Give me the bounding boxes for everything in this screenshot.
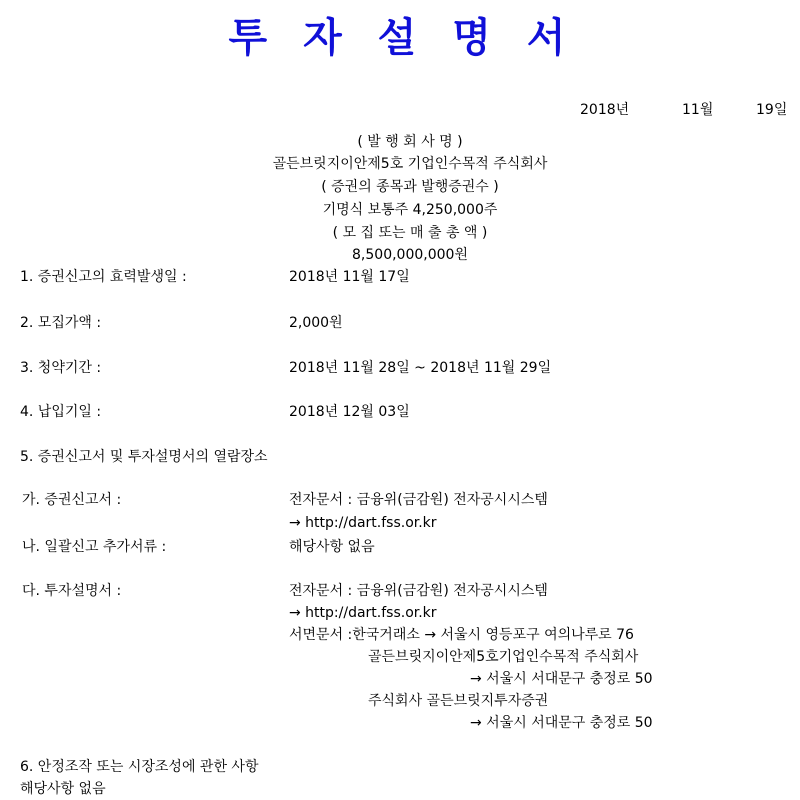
- item-4-value: 2018년 12월 03일: [289, 404, 410, 420]
- item-3-value: 2018년 11월 28일 ~ 2018년 11월 29일: [289, 360, 552, 376]
- date-year: 2018년: [580, 102, 630, 118]
- item-5-da-line-3: 서면문서 :한국거래소 → 서울시 영등포구 여의나루로 76: [289, 627, 634, 643]
- item-1-label: 1. 증권신고의 효력발생일 :: [20, 269, 187, 285]
- item-5-na-value: 해당사항 없음: [289, 539, 375, 555]
- item-5-label: 5. 증권신고서 및 투자설명서의 열람장소: [20, 449, 268, 465]
- item-5-ga-line-1: 전자문서 : 금융위(금감원) 전자공시시스템: [289, 492, 548, 508]
- item-2-label: 2. 모집가액 :: [20, 315, 102, 331]
- amount-value: 8,500,000,000원: [352, 247, 468, 263]
- item-4-label: 4. 납입기일 :: [20, 404, 102, 420]
- item-5-da-line-7: → 서울시 서대문구 충정로 50: [470, 715, 653, 731]
- securities-value: 기명식 보통주 4,250,000주: [322, 202, 498, 218]
- date-day: 19일: [756, 102, 788, 118]
- item-1-value: 2018년 11월 17일: [289, 269, 410, 285]
- item-5-da-line-5: → 서울시 서대문구 충정로 50: [470, 671, 653, 687]
- item-5-da-line-1: 전자문서 : 금융위(금감원) 전자공시시스템: [289, 583, 548, 599]
- amount-label: ( 모 집 또는 매 출 총 액 ): [332, 225, 488, 241]
- item-5-da-line-4: 골든브릿지이안제5호기업인수목적 주식회사: [368, 649, 639, 665]
- item-5-da-label: 다. 투자설명서 :: [22, 583, 122, 599]
- item-3-label: 3. 청약기간 :: [20, 360, 102, 376]
- item-5-ga-link[interactable]: → http://dart.fss.or.kr: [289, 515, 437, 531]
- item-6-label: 6. 안정조작 또는 시장조성에 관한 사항: [20, 759, 259, 775]
- date-month: 11월: [682, 102, 714, 118]
- item-5-na-label: 나. 일괄신고 추가서류 :: [22, 539, 167, 555]
- item-5-ga-label: 가. 증권신고서 :: [22, 492, 122, 508]
- issuer-name: 골든브릿지이안제5호 기업인수목적 주식회사: [272, 156, 548, 172]
- document-title: 투 자 설 명 서: [228, 14, 572, 61]
- item-5-da-line-6: 주식회사 골든브릿지투자증권: [368, 693, 549, 709]
- issuer-label: ( 발 행 회 사 명 ): [357, 134, 463, 150]
- item-2-value: 2,000원: [289, 315, 343, 331]
- item-6-value: 해당사항 없음: [20, 781, 106, 797]
- securities-label: ( 증권의 종목과 발행증권수 ): [321, 179, 499, 195]
- item-5-da-link[interactable]: → http://dart.fss.or.kr: [289, 605, 437, 621]
